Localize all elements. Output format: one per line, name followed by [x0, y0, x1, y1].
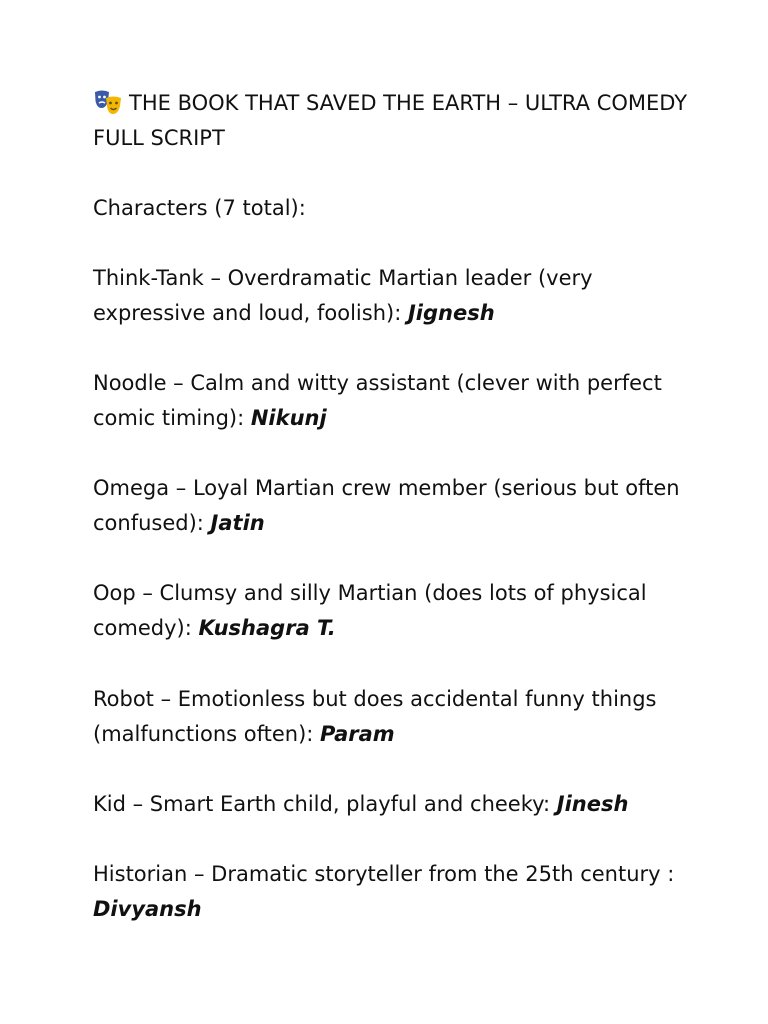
- actor-name: Nikunj: [250, 406, 327, 430]
- character-description: Think-Tank – Overdramatic Martian leader (very expressive and loud, foolish):: [93, 266, 593, 325]
- character-entry: [93, 471, 693, 541]
- character-entry: [93, 682, 693, 752]
- character-description: Robot – Emotionless but does accidental funny things (malfunctions often):: [93, 687, 657, 746]
- character-entry: [93, 787, 693, 822]
- character-entry: [93, 857, 693, 927]
- actor-name: Jatin: [210, 511, 265, 535]
- title-text: THE BOOK THAT SAVED THE EARTH – ULTRA COMEDY FULL SCRIPT: [93, 91, 688, 150]
- character-description: Oop – Clumsy and silly Martian (does lots of physical comedy):: [93, 581, 647, 640]
- actor-name: Jinesh: [556, 792, 629, 816]
- actor-name: Jignesh: [407, 301, 495, 325]
- character-entry: [93, 261, 693, 331]
- character-description: Noodle – Calm and witty assistant (clever with perfect comic timing):: [93, 371, 662, 430]
- script-title: [93, 86, 693, 156]
- character-description: Omega – Loyal Martian crew member (serious but often confused):: [93, 476, 680, 535]
- character-entry: [93, 576, 693, 646]
- actor-name: Param: [320, 722, 395, 746]
- actor-name: Kushagra T.: [198, 616, 336, 640]
- characters-heading: Characters (7 total):: [93, 196, 306, 220]
- character-description: Historian – Dramatic storyteller from the 25th century :: [93, 862, 675, 886]
- character-description: Kid – Smart Earth child, playful and cheeky:: [93, 792, 557, 816]
- character-entry: [93, 366, 693, 436]
- actor-name: Divyansh: [93, 897, 202, 921]
- theater-masks-icon: [93, 89, 123, 115]
